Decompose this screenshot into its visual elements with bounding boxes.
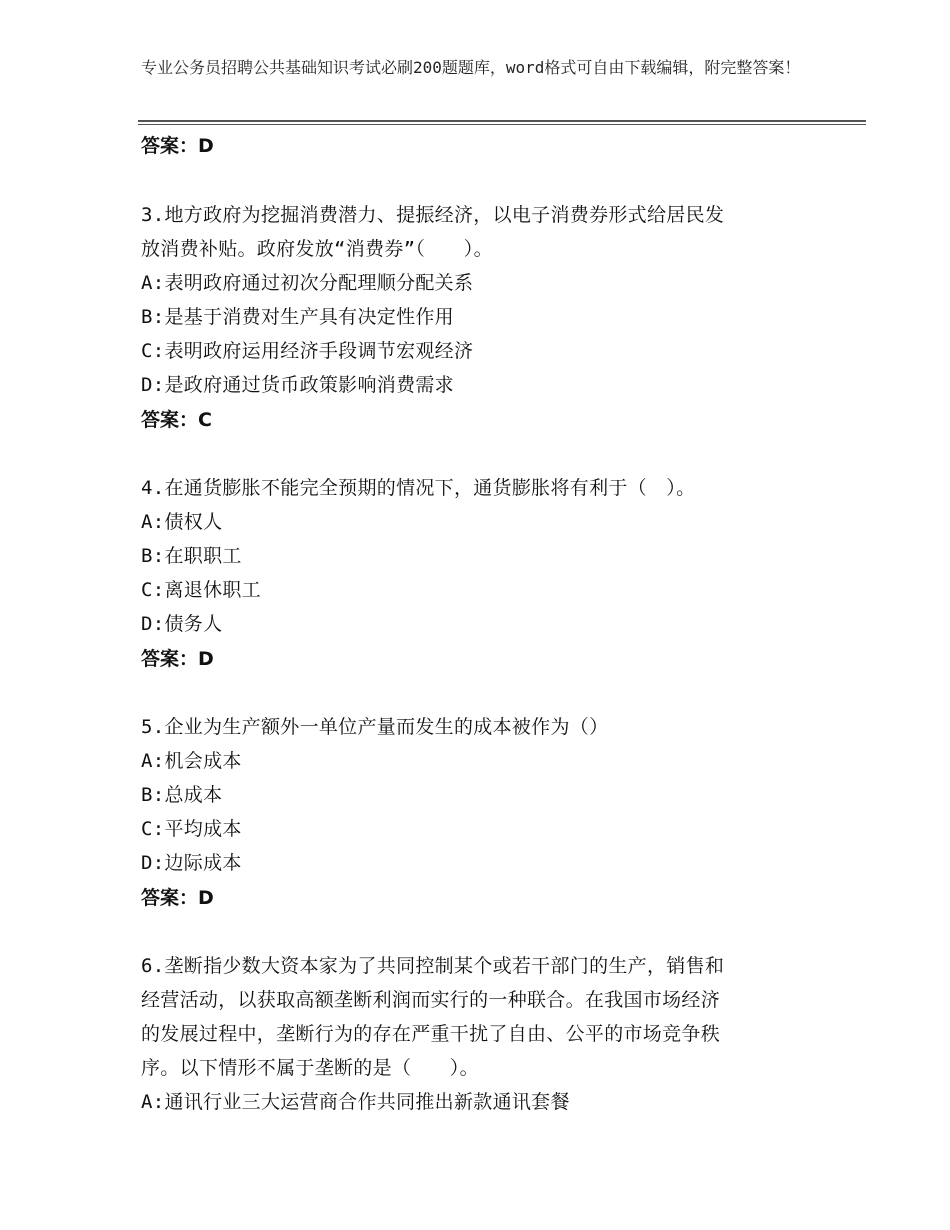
question-3-answer: 答案：C: [141, 409, 212, 431]
question-5-option-a: A:机会成本: [141, 750, 242, 772]
question-5-option-d: D:边际成本: [141, 852, 242, 874]
question-5-answer: 答案：D: [141, 887, 214, 909]
question-6-stem-line-3: 的发展过程中，垄断行为的存在严重干扰了自由、公平的市场竞争秩: [141, 1023, 721, 1045]
question-4-option-a: A:债权人: [141, 511, 223, 533]
question-4-option-d: D:债务人: [141, 613, 223, 635]
question-3-stem-line-2: 放消费补贴。政府发放“消费券”（ ）。: [141, 238, 493, 260]
question-3-option-a: A:表明政府通过初次分配理顺分配关系: [141, 272, 474, 294]
question-3-option-d: D:是政府通过货币政策影响消费需求: [141, 374, 454, 396]
question-4-option-b: B:在职职工: [141, 545, 242, 567]
question-4-option-c: C:离退休职工: [141, 579, 261, 601]
question-5-stem-line-1: 5.企业为生产额外一单位产量而发生的成本被作为（）: [141, 716, 609, 738]
question-5-option-c: C:平均成本: [141, 818, 242, 840]
question-3-option-b: B:是基于消费对生产具有决定性作用: [141, 306, 454, 328]
question-6-option-a: A:通讯行业三大运营商合作共同推出新款通讯套餐: [141, 1091, 570, 1113]
question-6-stem-line-1: 6.垄断指少数大资本家为了共同控制某个或若干部门的生产，销售和: [141, 955, 725, 977]
document-header: 专业公务员招聘公共基础知识考试必刷200题题库，word格式可自由下载编辑，附完整答案！: [141, 58, 801, 77]
question-6-stem-line-2: 经营活动，以获取高额垄断利润而实行的一种联合。在我国市场经济: [141, 989, 721, 1011]
question-5-option-b: B:总成本: [141, 784, 223, 806]
question-4-stem-line-1: 4.在通货膨胀不能完全预期的情况下，通货膨胀将有利于（ ）。: [141, 477, 696, 499]
header-divider: [138, 120, 866, 122]
answer-previous: 答案：D: [141, 135, 214, 157]
question-6-stem-line-4: 序。以下情形不属于垄断的是（ ）。: [141, 1057, 479, 1079]
header-divider-thin: [138, 124, 866, 125]
question-3-stem-line-1: 3.地方政府为挖掘消费潜力、提振经济，以电子消费券形式给居民发: [141, 204, 725, 226]
question-4-answer: 答案：D: [141, 648, 214, 670]
question-3-option-c: C:表明政府运用经济手段调节宏观经济: [141, 340, 474, 362]
